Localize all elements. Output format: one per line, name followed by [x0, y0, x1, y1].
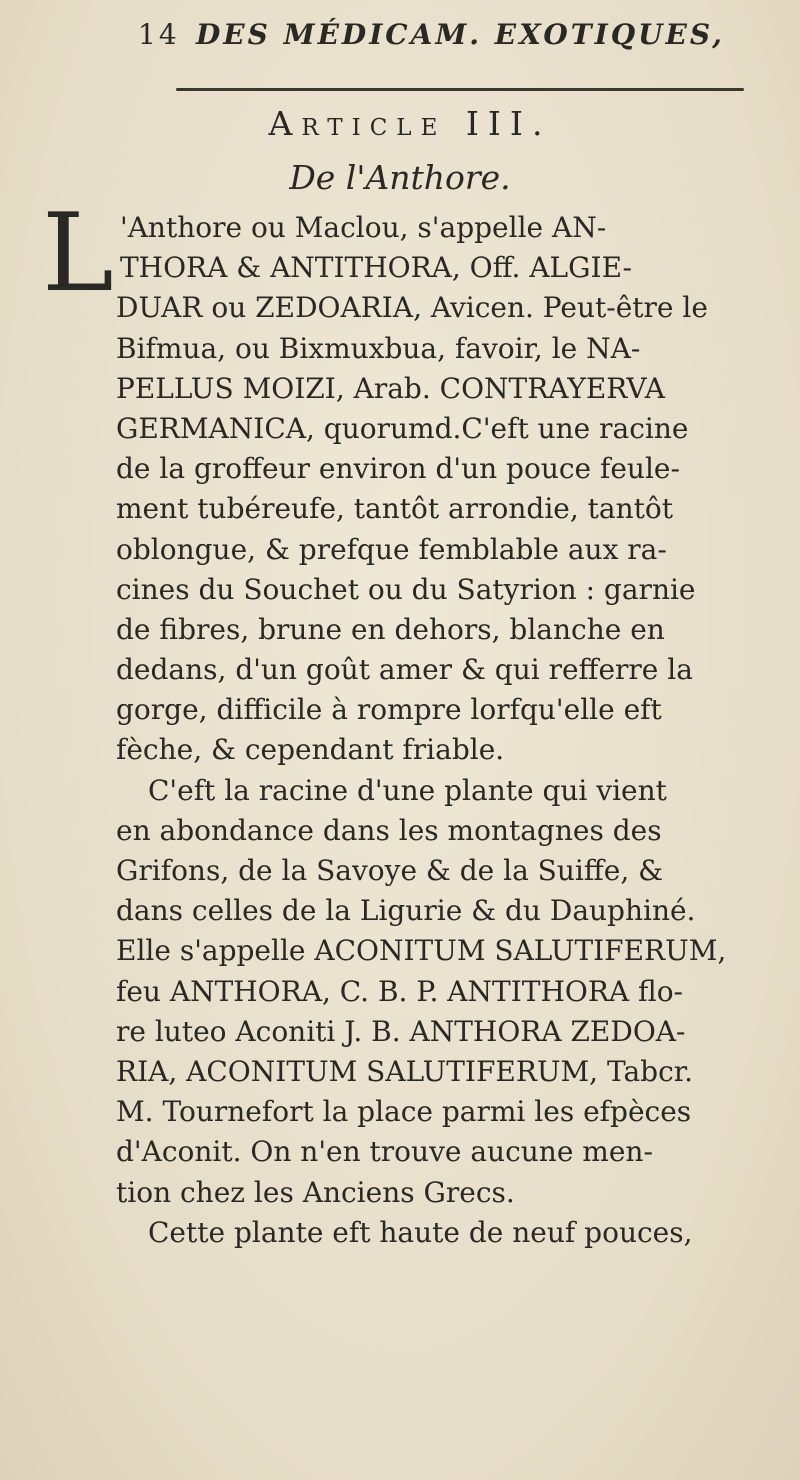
article-heading: Article III.	[268, 104, 552, 143]
text-line: de la groffeur environ d'un pouce feule-	[116, 452, 680, 486]
text-line: C'eft la racine d'une plante qui vient	[148, 773, 667, 807]
text-line: cines du Souchet ou du Satyrion : garnie	[116, 572, 696, 606]
text-line: PELLUS MOIZI, Arab. CONTRAYERVA	[116, 371, 665, 405]
text-line: re luteo Aconiti J. B. ANTHORA ZEDOA-	[116, 1014, 686, 1048]
text-line: de fibres, brune en dehors, blanche en	[116, 612, 665, 646]
text-line: GERMANICA, quorumd.C'eft une racine	[116, 411, 689, 445]
running-head	[138, 14, 758, 74]
running-head-title: DES MÉDICAM. EXOTIQUES,	[196, 18, 725, 51]
text-line: THORA & ANTITHORA, Off. ALGIE-	[120, 251, 632, 285]
text-line: M. Tournefort la place parmi les efpèces	[116, 1095, 692, 1129]
text-line: DUAR ou ZEDOARIA, Avicen. Peut-être le	[116, 291, 708, 325]
section-title: De l'Anthore.	[289, 158, 511, 197]
text-line: en abondance dans les montagnes des	[116, 813, 662, 847]
page-number: 14	[138, 18, 180, 51]
text-line: RIA, ACONITUM SALUTIFERUM, Tabcr.	[116, 1054, 693, 1088]
text-line: dedans, d'un goût amer & qui refferre la	[116, 653, 693, 687]
text-line: gorge, difficile à rompre lorfqu'elle eft	[116, 693, 662, 727]
drop-cap: L	[42, 191, 114, 316]
text-line: feu ANTHORA, C. B. P. ANTITHORA flo-	[116, 974, 684, 1008]
text-line: fèche, & cependant friable.	[116, 733, 505, 767]
text-line: Grifons, de la Savoye & de la Suiffe, &	[116, 854, 664, 887]
text-line: oblongue, & prefque femblable aux ra-	[116, 532, 667, 566]
text-line: Elle s'appelle ACONITUM SALUTIFERUM,	[116, 934, 727, 968]
text-line: Bifmua, ou Bixmuxbua, favoir, le NA-	[116, 331, 641, 365]
text-line: tion chez les Anciens Grecs.	[116, 1175, 515, 1209]
text-line: ment tubéreufe, tantôt arrondie, tantôt	[116, 492, 673, 526]
header-rule	[176, 88, 744, 91]
text-line: d'Aconit. On n'en trouve aucune men-	[116, 1135, 653, 1169]
body-text	[42, 191, 792, 1253]
text-line: Cette plante eft haute de neuf pouces,	[148, 1215, 693, 1249]
text-line: 'Anthore ou Maclou, s'appelle AN-	[120, 211, 607, 244]
text-line: dans celles de la Ligurie & du Dauphiné.	[116, 894, 696, 928]
